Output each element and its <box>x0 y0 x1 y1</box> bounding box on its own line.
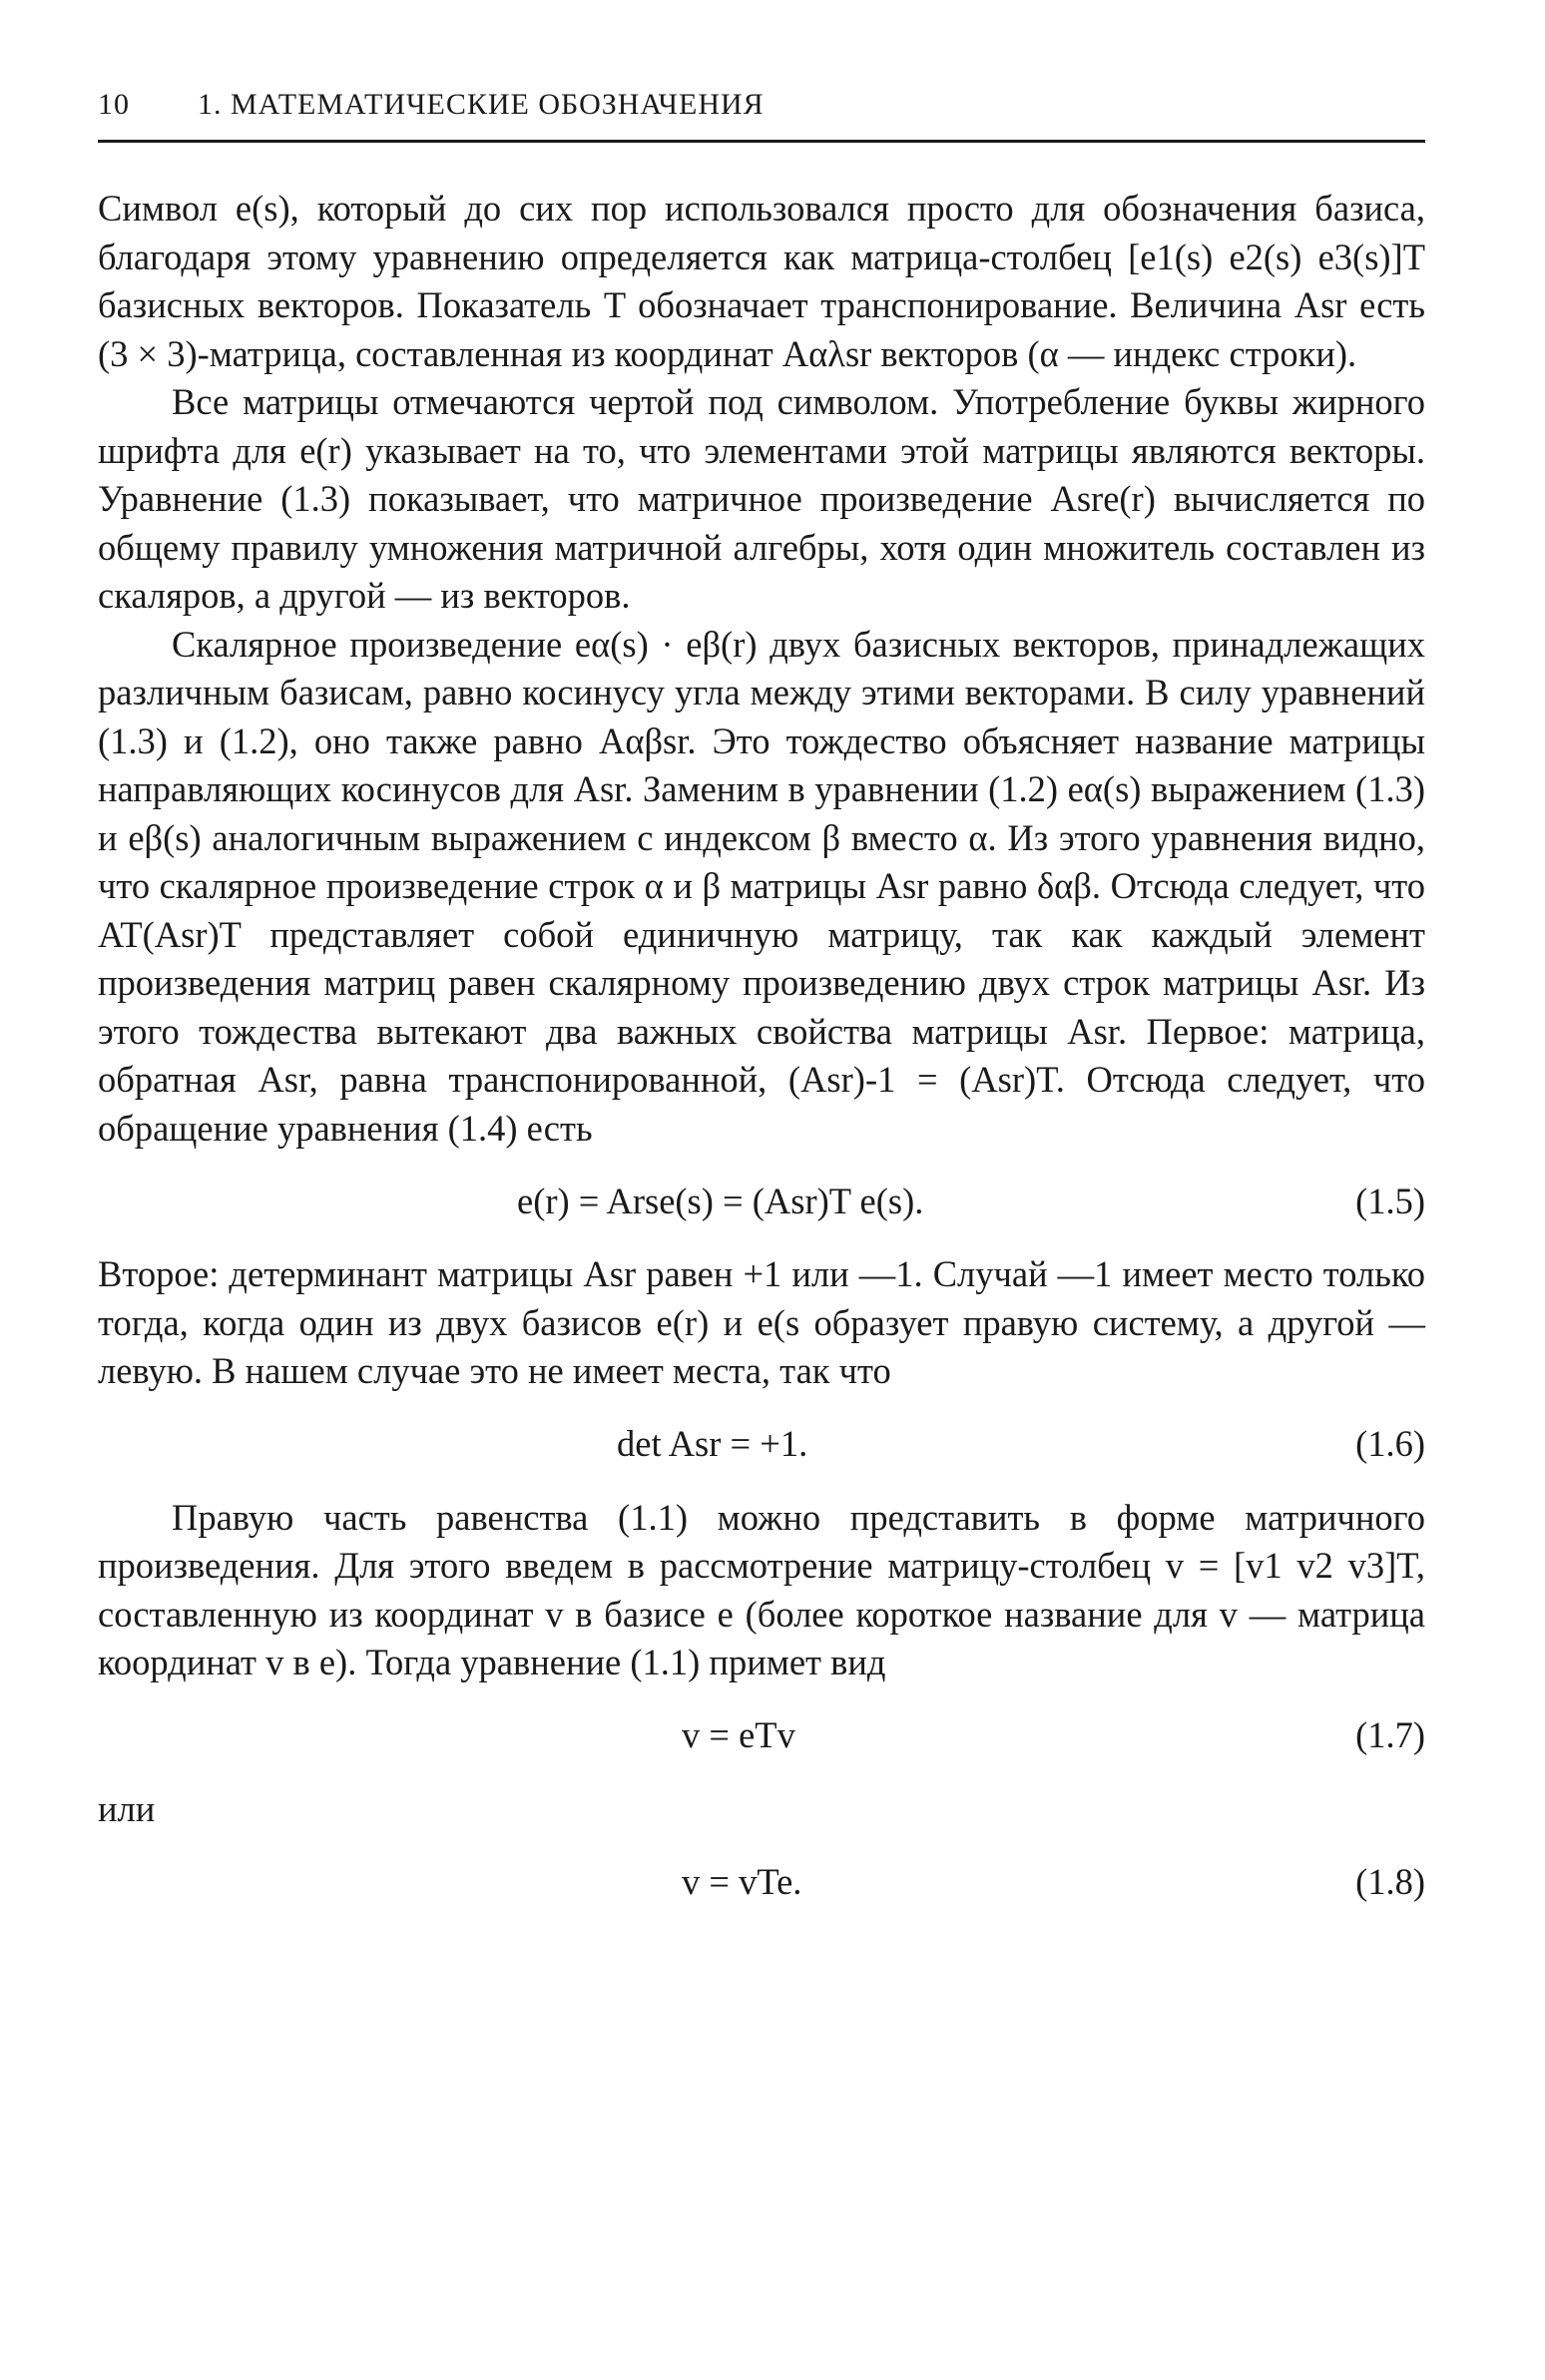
paragraph-determinant: Второе: детерминант матрицы Asr равен +1 или —1. Случай —1 имеет место только тогда, когда один из двух базисов e(r) и e(s образует правую систему, а другой — левую. В нашем случае это не имеет места, так что <box>98 1253 1425 1391</box>
connector-word: или <box>98 1787 156 1829</box>
equation-formula: det Asr = +1. <box>617 1423 808 1465</box>
equation-1-5 <box>98 1163 1425 1240</box>
equation-number: (1.5) <box>1355 1180 1425 1221</box>
equation-number: (1.7) <box>1355 1714 1425 1756</box>
equation-formula: e(r) = Arse(s) = (Asr)T e(s). <box>517 1180 924 1221</box>
paragraph-right-side: Правую часть равенства (1.1) можно представить в форме матричного произведения. Для этого введем в рассмотрение матрицу-столбец v = [v1 v2 v3]T, составленную из координат v в базисе e (более короткое название для v — матрица координат v в e). Тогда уравнение (1.1) примет вид <box>98 1496 1425 1682</box>
chapter-title: 1. МАТЕМАТИЧЕСКИЕ ОБОЗНАЧЕНИЯ <box>198 88 765 121</box>
equation-formula: v = vTe. <box>682 1860 802 1902</box>
paragraph-symbol-e: Символ e(s), который до сих пор использовался просто для обозначения базиса, благодаря этому уравнению определяется как матрица-столбец [e1(s) e2(s) e3(s)]T базисных векторов. Показатель T обозначает транспонирование. Величина Asr есть (3 × 3)-матрица, составленная из координат Aαλsr векторов (α — индекс строки). <box>98 188 1425 374</box>
header-rule <box>98 140 1425 143</box>
equation-number: (1.8) <box>1355 1860 1425 1902</box>
equation-1-6 <box>98 1406 1425 1484</box>
equation-number: (1.6) <box>1355 1423 1425 1465</box>
equation-formula: v = eTv <box>682 1714 795 1756</box>
equation-1-8 <box>98 1843 1425 1921</box>
page-number: 10 <box>98 88 130 121</box>
page-body <box>98 185 1425 1931</box>
paragraph-scalar-product: Скалярное произведение eα(s) · eβ(r) двух базисных векторов, принадлежащих различным базисам, равно косинусу угла между этими векторами. В силу уравнений (1.3) и (1.2), оно также равно Aαβsr. Это тождество объясняет название матрицы направляющих косинусов для Asr. Заменим в уравнении (1.2) eα(s) выражением (1.3) и eβ(s) аналогичным выражением с индексом β вместо α. Из этого уравнения видно, что скалярное произведение строк α и β матрицы Asr равно δαβ. Отсюда следует, что AT(Asr)T представляет собой единичную матрицу, так как каждый элемент произведения матриц равен скалярному произведению двух строк матрицы Asr. Из этого тождества вытекают два важных свойства матрицы Asr. Первое: матрица, обратная Asr, равна транспонированной, (Asr)-1 = (Asr)T. Отсюда следует, что обращение уравнения (1.4) есть <box>98 623 1425 1149</box>
paragraph-matrices-underlined: Все матрицы отмечаются чертой под символом. Употребление буквы жирного шрифта для e(r) указывает на то, что элементами этой матрицы являются векторы. Уравнение (1.3) показывает, что матричное произведение Asre(r) вычисляется по общему правилу умножения матричной алгебры, хотя один множитель составлен из скаляров, а другой — из векторов. <box>98 381 1425 616</box>
running-header <box>98 88 1425 122</box>
equation-1-7 <box>98 1697 1425 1775</box>
